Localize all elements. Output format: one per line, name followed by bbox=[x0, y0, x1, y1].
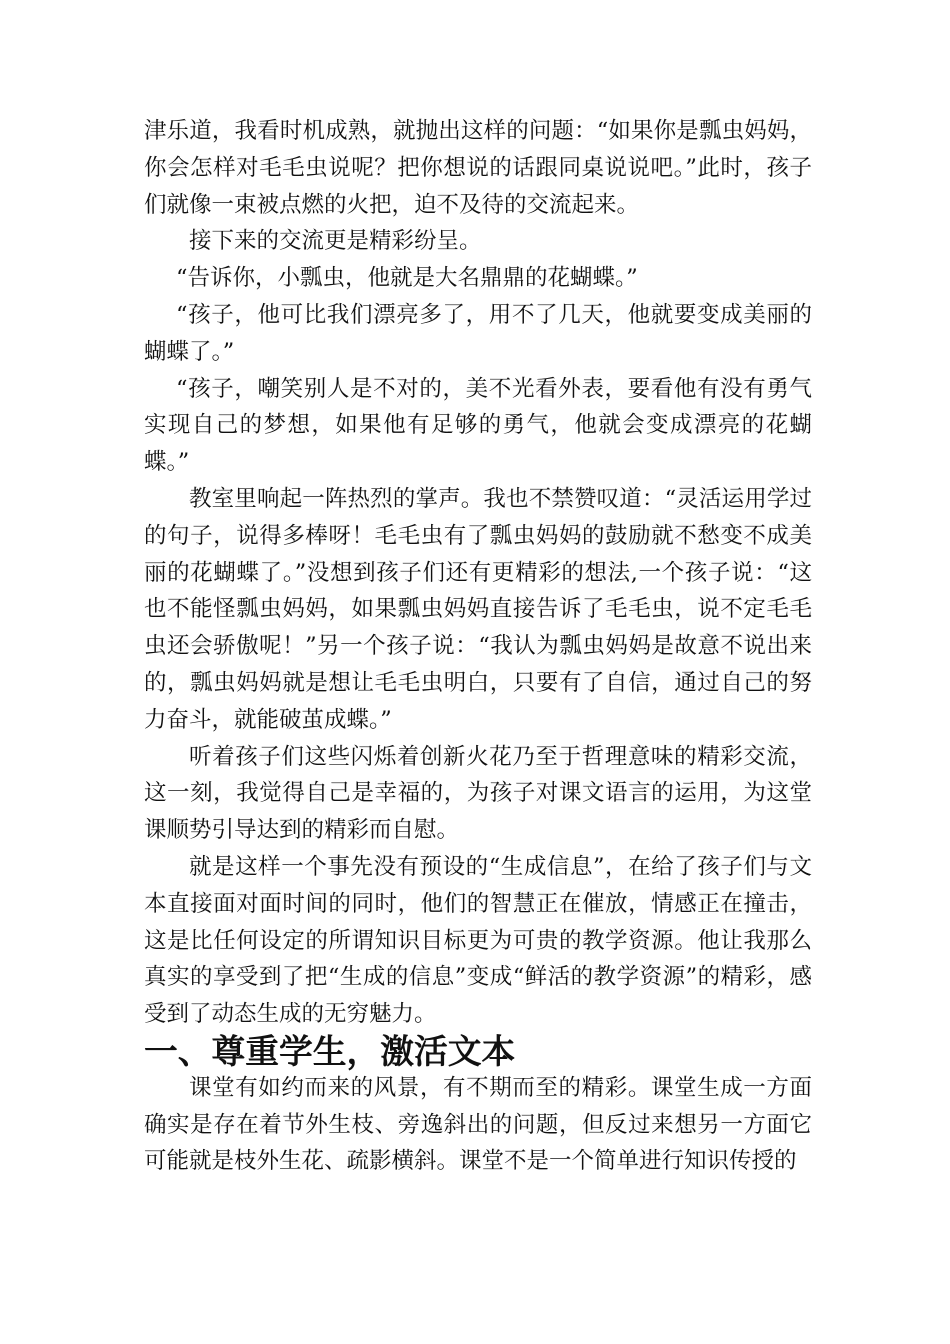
paragraph-continuation: 津乐道，我看时机成熟，就抛出这样的问题：“如果你是瓢虫妈妈，你会怎样对毛毛虫说呢？把你想说的话跟同桌说说吧。”此时，孩子们就像一束被点燃的火把，迫不及待的交流起来。 bbox=[144, 118, 812, 218]
paragraph: 接下来的交流更是精彩纷呈。 bbox=[189, 228, 482, 255]
section-heading: 一、尊重学生，激活文本 bbox=[144, 1030, 516, 1071]
document-page bbox=[144, 113, 812, 1180]
quote-paragraph: “告诉你，小瓢虫，他就是大名鼎鼎的花蝴蝶。” bbox=[176, 265, 638, 292]
paragraph: 课堂有如约而来的风景，有不期而至的精彩。课堂生成一方面确实是存在着节外生枝、旁逸斜出的问题，但反过来想另一方面它可能就是枝外生花、疏影横斜。课堂不是一个简单进行知识传授的 bbox=[144, 1074, 812, 1175]
paragraph: 教室里响起一阵热烈的掌声。我也不禁赞叹道：“灵活运用学过的句子，说得多棒呀！毛毛虫有了瓢虫妈妈的鼓励就不愁变不成美丽的花蝴蝶了。”没想到孩子们还有更精彩的想法,一个孩子说：“这也不能怪瓢虫妈妈，如果瓢虫妈妈直接告诉了毛毛虫，说不定毛毛虫还会骄傲呢！”另一个孩子说：“我认为瓢虫妈妈是故意不说出来的，瓢虫妈妈就是想让毛毛虫明白，只要有了自信，通过自己的努力奋斗，就能破茧成蝶。” bbox=[144, 485, 812, 733]
quote-paragraph: “孩子，他可比我们漂亮多了，用不了几天，他就要变成美丽的蝴蝶了。” bbox=[144, 301, 812, 365]
quote-paragraph: “孩子，嘲笑别人是不对的，美不光看外表，要看他有没有勇气实现自己的梦想，如果他有足够的勇气，他就会变成漂亮的花蝴蝶。” bbox=[144, 375, 812, 476]
paragraph: 听着孩子们这些闪烁着创新火花乃至于哲理意味的精彩交流，这一刻，我觉得自己是幸福的，为孩子对课文语言的运用，为这堂课顺势引导达到的精彩而自慰。 bbox=[144, 743, 812, 844]
paragraph: 就是这样一个事先没有预设的“生成信息”，在给了孩子们与文本直接面对面时间的同时，他们的智慧正在催放，情感正在撞击，这是比任何设定的所谓知识目标更为可贵的教学资源。他让我那么真实的享受到了把“生成的信息”变成“鲜活的教学资源”的精彩，感受到了动态生成的无穷魅力。 bbox=[144, 853, 812, 1028]
